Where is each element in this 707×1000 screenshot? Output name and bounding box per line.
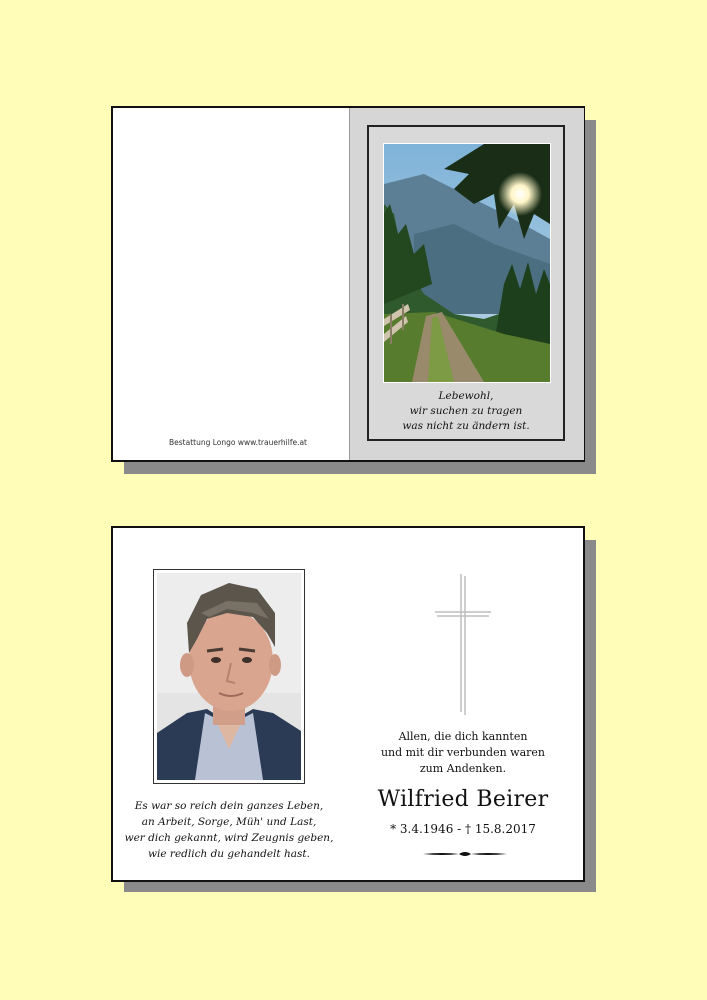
cross-icon (433, 572, 493, 717)
portrait-frame (153, 569, 305, 784)
bottom-verse-line: wer dich gekannt, wird Zeugnis geben, (124, 832, 334, 844)
remembrance-line: zum Andenken. (419, 762, 507, 775)
landscape-frame (367, 125, 565, 441)
portrait-photo (157, 573, 301, 780)
landscape-photo (383, 143, 551, 383)
top-verse-line: Lebewohl, (438, 390, 494, 402)
life-dates: * 3.4.1946 - † 15.8.2017 (390, 822, 536, 836)
bottom-verse (117, 798, 341, 862)
ornament-divider-icon (423, 850, 507, 858)
bottom-verse-line: Es war so reich dein ganzes Leben, (134, 800, 324, 812)
funeral-home-credit: Bestattung Longo www.trauerhilfe.at (169, 438, 307, 447)
top-verse-line: wir suchen zu tragen (409, 405, 523, 417)
top-card (111, 106, 585, 462)
top-verse-line: was nicht zu ändern ist. (402, 420, 530, 432)
remembrance-line: Allen, die dich kannten (398, 730, 528, 743)
top-verse (369, 389, 563, 434)
deceased-name: Wilfried Beirer (377, 787, 549, 812)
bottom-verse-line: an Arbeit, Sorge, Müh' und Last, (141, 816, 317, 828)
top-right-panel (349, 108, 584, 460)
bottom-verse-line: wie redlich du gehandelt hast. (148, 848, 310, 860)
bottom-card (111, 526, 585, 882)
remembrance-line: und mit dir verbunden waren (380, 746, 546, 759)
remembrance-text (363, 729, 563, 777)
